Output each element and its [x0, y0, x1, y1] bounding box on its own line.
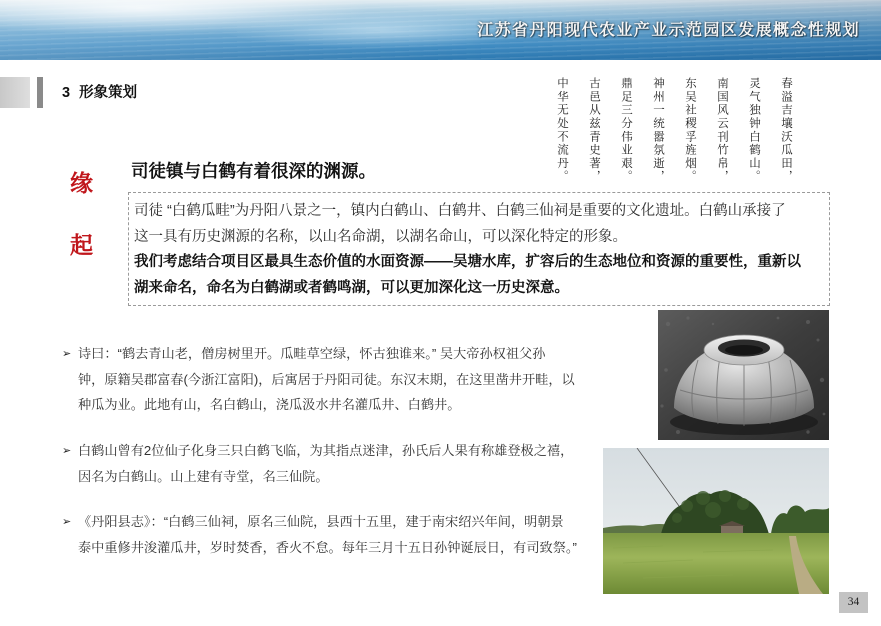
section-title: 形象策划 — [79, 85, 138, 101]
poem-column: 神州一统嚣氛逝， — [652, 77, 666, 184]
vertical-poem — [547, 77, 803, 187]
origin-label-char: 起 — [70, 232, 93, 259]
headline: 司徒镇与白鹤有着很深的渊源。 — [131, 161, 376, 181]
list-item-line: 泰中重修井浚灌瓜井，岁时焚香，香火不怠。每年三月十五日孙钟诞辰日，有司致祭。” — [78, 539, 577, 555]
list-item-line: 诗曰：“鹤去青山老，僧房树里开。瓜畦草空绿，怀古独谁来。” 吴大帝孙权祖父孙 — [78, 346, 546, 361]
intro-line: 这一具有历史渊源的名称，以山名命湖，以湖名命山，可以深化特定的形象。 — [134, 228, 627, 245]
intro-line: 司徒 “白鹤瓜畦”为丹阳八景之一，镇内白鹤山、白鹤井、白鹤三仙祠是重要的文化遗址。白鹤山承接了 — [134, 203, 786, 219]
poem-column: 古邑从兹青史著， — [588, 77, 602, 184]
intro-text-box — [128, 192, 830, 306]
poem-column: 春溢吉壤沃瓜田， — [780, 77, 794, 184]
intro-emphasis-line: 湖来命名，命名为白鹤湖或者鹤鸣湖，可以更加深化这一历史深意。 — [134, 279, 569, 296]
document-title: 江苏省丹阳现代农业产业示范园区发展概念性规划 — [477, 22, 860, 39]
poem-column: 中华无处不流丹。 — [556, 77, 570, 184]
section-heading — [62, 83, 137, 103]
origin-label-char: 缘 — [70, 170, 93, 197]
arrow-bullet-icon: ➢ — [62, 515, 72, 528]
poem-column: 鼎足三分伟业艰。 — [620, 77, 634, 184]
list-item-line: 钟，原籍吴郡富春(今浙江富阳)，后寓居于丹阳司徒。东汉末期，在这里凿井开畦，以 — [78, 371, 575, 387]
list-item-line: 因名为白鹤山。山上建有寺堂，名三仙院。 — [78, 468, 329, 484]
list-item-line: 种瓜为业。此地有山，名白鹤山，浇瓜汲水井名灌瓜井、白鹤井。 — [78, 397, 461, 412]
list-item-text — [78, 341, 575, 418]
arrow-bullet-icon: ➢ — [62, 444, 72, 457]
stone-well-photo — [658, 310, 829, 440]
section-marker-bar — [37, 77, 43, 108]
list-item-line: 白鹤山曾有2位仙子化身三只白鹤飞临，为其指点迷津，孙氏后人果有称雄登极之禧， — [78, 443, 574, 458]
baihe-hill-photo — [603, 448, 829, 594]
intro-emphasis-line: 我们考虑结合项目区最具生态价值的水面资源——吴塘水库，扩容后的生态地位和资源的重要性，重新以 — [134, 254, 801, 270]
list-item-text — [78, 509, 577, 560]
list-item-line: 《丹阳县志》：“白鹤三仙祠，原名三仙院，县西十五里，建于南宋绍兴年间，明朝景 — [78, 514, 564, 529]
poem-column: 东吴社稷孚旌烟。 — [684, 77, 698, 184]
section-marker-block — [0, 77, 30, 108]
list-item-text — [78, 438, 573, 489]
arrow-bullet-icon: ➢ — [62, 347, 72, 360]
poem-column: 灵气独钟白鹤山。 — [748, 77, 762, 184]
header-banner — [0, 0, 881, 60]
section-number: 3 — [62, 85, 71, 101]
poem-column: 南国风云刊竹帛， — [716, 77, 730, 184]
page-number: 34 — [839, 592, 868, 613]
